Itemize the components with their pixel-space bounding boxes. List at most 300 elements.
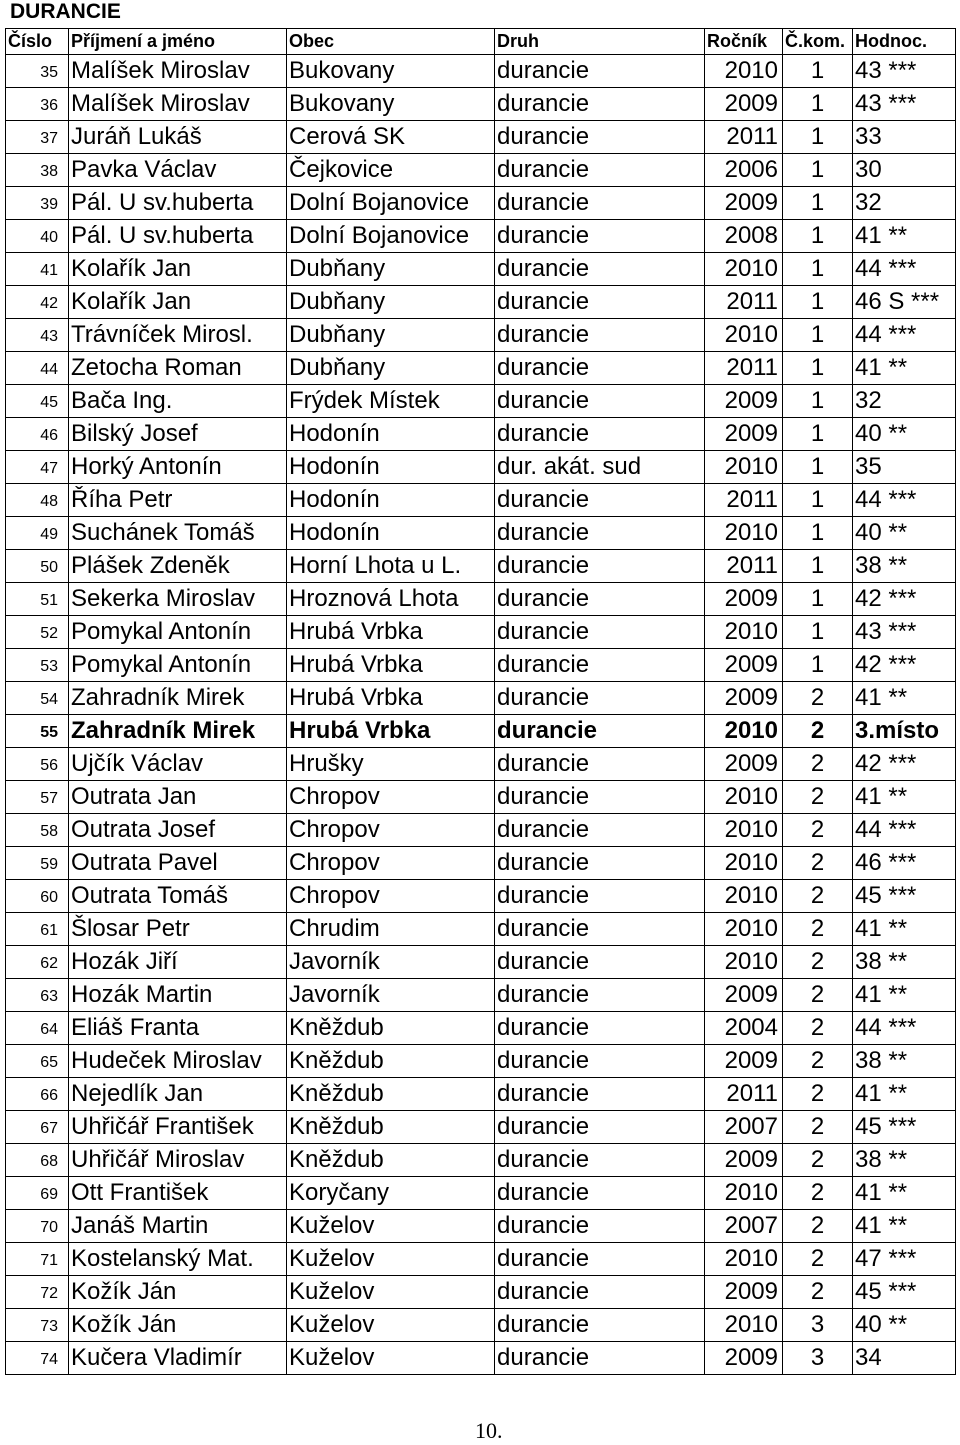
header-cislo: Číslo bbox=[6, 29, 69, 55]
cell-rocnik: 2011 bbox=[705, 352, 783, 385]
cell-cislo: 41 bbox=[6, 253, 69, 286]
cell-cislo: 35 bbox=[6, 55, 69, 88]
cell-rocnik: 2010 bbox=[705, 946, 783, 979]
cell-cislo: 59 bbox=[6, 847, 69, 880]
cell-druh: durancie bbox=[495, 187, 705, 220]
table-row bbox=[6, 814, 956, 847]
cell-druh: durancie bbox=[495, 154, 705, 187]
cell-obec: Hrubá Vrbka bbox=[287, 616, 495, 649]
cell-cislo: 49 bbox=[6, 517, 69, 550]
cell-jmeno: Zahradník Mirek bbox=[69, 715, 287, 748]
cell-cislo: 47 bbox=[6, 451, 69, 484]
cell-rocnik: 2010 bbox=[705, 451, 783, 484]
table-row bbox=[6, 187, 956, 220]
cell-kom: 2 bbox=[783, 1243, 853, 1276]
cell-hodnoc: 41 ** bbox=[853, 913, 956, 946]
cell-jmeno: Zahradník Mirek bbox=[69, 682, 287, 715]
cell-cislo: 63 bbox=[6, 979, 69, 1012]
cell-cislo: 62 bbox=[6, 946, 69, 979]
table-header-row bbox=[6, 29, 956, 55]
cell-kom: 2 bbox=[783, 1111, 853, 1144]
cell-hodnoc: 41 ** bbox=[853, 220, 956, 253]
cell-cislo: 55 bbox=[6, 715, 69, 748]
table-row bbox=[6, 979, 956, 1012]
cell-cislo: 72 bbox=[6, 1276, 69, 1309]
cell-druh: durancie bbox=[495, 418, 705, 451]
cell-hodnoc: 45 *** bbox=[853, 1111, 956, 1144]
cell-obec: Hrubá Vrbka bbox=[287, 682, 495, 715]
cell-cislo: 43 bbox=[6, 319, 69, 352]
header-jmeno: Příjmení a jméno bbox=[69, 29, 287, 55]
cell-cislo: 48 bbox=[6, 484, 69, 517]
cell-hodnoc: 41 ** bbox=[853, 682, 956, 715]
cell-rocnik: 2011 bbox=[705, 1078, 783, 1111]
cell-druh: durancie bbox=[495, 748, 705, 781]
cell-hodnoc: 44 *** bbox=[853, 484, 956, 517]
cell-hodnoc: 34 bbox=[853, 1342, 956, 1375]
cell-obec: Dolní Bojanovice bbox=[287, 187, 495, 220]
cell-obec: Kuželov bbox=[287, 1276, 495, 1309]
cell-obec: Dubňany bbox=[287, 352, 495, 385]
cell-druh: durancie bbox=[495, 253, 705, 286]
cell-hodnoc: 42 *** bbox=[853, 649, 956, 682]
cell-jmeno: Šlosar Petr bbox=[69, 913, 287, 946]
cell-cislo: 73 bbox=[6, 1309, 69, 1342]
cell-rocnik: 2010 bbox=[705, 1177, 783, 1210]
cell-hodnoc: 40 ** bbox=[853, 1309, 956, 1342]
cell-kom: 1 bbox=[783, 418, 853, 451]
cell-obec: Chropov bbox=[287, 781, 495, 814]
cell-kom: 1 bbox=[783, 352, 853, 385]
table-row bbox=[6, 385, 956, 418]
cell-druh: durancie bbox=[495, 781, 705, 814]
cell-cislo: 42 bbox=[6, 286, 69, 319]
cell-cislo: 38 bbox=[6, 154, 69, 187]
cell-druh: durancie bbox=[495, 286, 705, 319]
cell-cislo: 54 bbox=[6, 682, 69, 715]
cell-hodnoc: 41 ** bbox=[853, 352, 956, 385]
cell-rocnik: 2009 bbox=[705, 1144, 783, 1177]
cell-kom: 2 bbox=[783, 847, 853, 880]
cell-obec: Kněždub bbox=[287, 1144, 495, 1177]
cell-cislo: 37 bbox=[6, 121, 69, 154]
cell-cislo: 70 bbox=[6, 1210, 69, 1243]
cell-cislo: 60 bbox=[6, 880, 69, 913]
cell-rocnik: 2010 bbox=[705, 913, 783, 946]
cell-druh: durancie bbox=[495, 1012, 705, 1045]
cell-hodnoc: 42 *** bbox=[853, 583, 956, 616]
cell-obec: Hodonín bbox=[287, 517, 495, 550]
cell-kom: 2 bbox=[783, 1276, 853, 1309]
cell-kom: 1 bbox=[783, 550, 853, 583]
cell-obec: Chrudim bbox=[287, 913, 495, 946]
table-row bbox=[6, 1309, 956, 1342]
cell-obec: Kněždub bbox=[287, 1045, 495, 1078]
cell-jmeno: Hozák Jiří bbox=[69, 946, 287, 979]
cell-druh: durancie bbox=[495, 1045, 705, 1078]
cell-druh: durancie bbox=[495, 55, 705, 88]
cell-obec: Chropov bbox=[287, 880, 495, 913]
cell-kom: 3 bbox=[783, 1309, 853, 1342]
cell-druh: durancie bbox=[495, 880, 705, 913]
header-druh: Druh bbox=[495, 29, 705, 55]
cell-jmeno: Ujčík Václav bbox=[69, 748, 287, 781]
cell-druh: durancie bbox=[495, 484, 705, 517]
cell-hodnoc: 42 *** bbox=[853, 748, 956, 781]
cell-kom: 2 bbox=[783, 1144, 853, 1177]
table-row bbox=[6, 550, 956, 583]
cell-jmeno: Kučera Vladimír bbox=[69, 1342, 287, 1375]
cell-cislo: 66 bbox=[6, 1078, 69, 1111]
cell-druh: durancie bbox=[495, 682, 705, 715]
cell-kom: 2 bbox=[783, 814, 853, 847]
cell-rocnik: 2010 bbox=[705, 847, 783, 880]
cell-hodnoc: 44 *** bbox=[853, 1012, 956, 1045]
cell-jmeno: Kostelanský Mat. bbox=[69, 1243, 287, 1276]
header-hodnoc: Hodnoc. bbox=[853, 29, 956, 55]
cell-jmeno: Outrata Pavel bbox=[69, 847, 287, 880]
cell-rocnik: 2010 bbox=[705, 616, 783, 649]
cell-rocnik: 2009 bbox=[705, 682, 783, 715]
cell-rocnik: 2009 bbox=[705, 88, 783, 121]
cell-jmeno: Pál. U sv.huberta bbox=[69, 220, 287, 253]
cell-druh: durancie bbox=[495, 913, 705, 946]
cell-jmeno: Pál. U sv.huberta bbox=[69, 187, 287, 220]
cell-druh: durancie bbox=[495, 1078, 705, 1111]
cell-rocnik: 2009 bbox=[705, 1342, 783, 1375]
cell-jmeno: Malíšek Miroslav bbox=[69, 55, 287, 88]
table-row bbox=[6, 1012, 956, 1045]
cell-jmeno: Horký Antonín bbox=[69, 451, 287, 484]
page-title: DURANCIE bbox=[10, 0, 121, 23]
cell-hodnoc: 41 ** bbox=[853, 979, 956, 1012]
cell-kom: 2 bbox=[783, 781, 853, 814]
cell-hodnoc: 44 *** bbox=[853, 253, 956, 286]
cell-jmeno: Bilský Josef bbox=[69, 418, 287, 451]
cell-jmeno: Nejedlík Jan bbox=[69, 1078, 287, 1111]
cell-kom: 1 bbox=[783, 88, 853, 121]
cell-jmeno: Pomykal Antonín bbox=[69, 616, 287, 649]
table-row bbox=[6, 616, 956, 649]
cell-kom: 2 bbox=[783, 715, 853, 748]
cell-druh: durancie bbox=[495, 220, 705, 253]
cell-obec: Javorník bbox=[287, 979, 495, 1012]
cell-rocnik: 2011 bbox=[705, 121, 783, 154]
cell-hodnoc: 46 S *** bbox=[853, 286, 956, 319]
page-number: 10. bbox=[475, 1418, 503, 1443]
cell-rocnik: 2010 bbox=[705, 715, 783, 748]
table-row bbox=[6, 1177, 956, 1210]
cell-hodnoc: 38 ** bbox=[853, 550, 956, 583]
cell-jmeno: Trávníček Mirosl. bbox=[69, 319, 287, 352]
cell-cislo: 61 bbox=[6, 913, 69, 946]
cell-kom: 2 bbox=[783, 1012, 853, 1045]
cell-obec: Dolní Bojanovice bbox=[287, 220, 495, 253]
cell-rocnik: 2010 bbox=[705, 880, 783, 913]
cell-rocnik: 2010 bbox=[705, 1243, 783, 1276]
cell-hodnoc: 44 *** bbox=[853, 319, 956, 352]
cell-jmeno: Eliáš Franta bbox=[69, 1012, 287, 1045]
cell-kom: 1 bbox=[783, 616, 853, 649]
cell-hodnoc: 41 ** bbox=[853, 1078, 956, 1111]
cell-obec: Kuželov bbox=[287, 1342, 495, 1375]
table-row bbox=[6, 418, 956, 451]
cell-druh: durancie bbox=[495, 121, 705, 154]
cell-obec: Hrušky bbox=[287, 748, 495, 781]
cell-rocnik: 2011 bbox=[705, 484, 783, 517]
cell-hodnoc: 32 bbox=[853, 385, 956, 418]
cell-cislo: 71 bbox=[6, 1243, 69, 1276]
cell-druh: durancie bbox=[495, 715, 705, 748]
cell-hodnoc: 46 *** bbox=[853, 847, 956, 880]
cell-rocnik: 2004 bbox=[705, 1012, 783, 1045]
table-row bbox=[6, 913, 956, 946]
table-row bbox=[6, 253, 956, 286]
cell-cislo: 36 bbox=[6, 88, 69, 121]
table-row bbox=[6, 781, 956, 814]
cell-jmeno: Říha Petr bbox=[69, 484, 287, 517]
cell-jmeno: Zetocha Roman bbox=[69, 352, 287, 385]
cell-hodnoc: 41 ** bbox=[853, 1177, 956, 1210]
cell-kom: 1 bbox=[783, 253, 853, 286]
table-row bbox=[6, 1276, 956, 1309]
cell-jmeno: Kožík Ján bbox=[69, 1276, 287, 1309]
cell-kom: 2 bbox=[783, 682, 853, 715]
cell-obec: Hrubá Vrbka bbox=[287, 715, 495, 748]
table-row bbox=[6, 946, 956, 979]
cell-kom: 2 bbox=[783, 1210, 853, 1243]
cell-jmeno: Malíšek Miroslav bbox=[69, 88, 287, 121]
cell-rocnik: 2010 bbox=[705, 55, 783, 88]
table-row bbox=[6, 88, 956, 121]
cell-kom: 1 bbox=[783, 220, 853, 253]
cell-jmeno: Pomykal Antonín bbox=[69, 649, 287, 682]
cell-kom: 2 bbox=[783, 748, 853, 781]
cell-hodnoc: 3.místo bbox=[853, 715, 956, 748]
cell-jmeno: Outrata Jan bbox=[69, 781, 287, 814]
cell-rocnik: 2010 bbox=[705, 1309, 783, 1342]
table-row bbox=[6, 1144, 956, 1177]
cell-jmeno: Plášek Zdeněk bbox=[69, 550, 287, 583]
cell-jmeno: Uhřičář Miroslav bbox=[69, 1144, 287, 1177]
cell-hodnoc: 40 ** bbox=[853, 517, 956, 550]
cell-hodnoc: 38 ** bbox=[853, 1045, 956, 1078]
cell-obec: Frýdek Místek bbox=[287, 385, 495, 418]
cell-hodnoc: 30 bbox=[853, 154, 956, 187]
header-obec: Obec bbox=[287, 29, 495, 55]
cell-obec: Kuželov bbox=[287, 1243, 495, 1276]
table-row bbox=[6, 484, 956, 517]
cell-druh: durancie bbox=[495, 1309, 705, 1342]
cell-rocnik: 2009 bbox=[705, 418, 783, 451]
table-row bbox=[6, 517, 956, 550]
table-row bbox=[6, 682, 956, 715]
cell-kom: 1 bbox=[783, 154, 853, 187]
cell-hodnoc: 41 ** bbox=[853, 781, 956, 814]
cell-hodnoc: 35 bbox=[853, 451, 956, 484]
table-row bbox=[6, 121, 956, 154]
table-row bbox=[6, 352, 956, 385]
table-row bbox=[6, 451, 956, 484]
cell-cislo: 56 bbox=[6, 748, 69, 781]
cell-cislo: 64 bbox=[6, 1012, 69, 1045]
cell-hodnoc: 43 *** bbox=[853, 55, 956, 88]
cell-obec: Kuželov bbox=[287, 1210, 495, 1243]
cell-kom: 1 bbox=[783, 286, 853, 319]
cell-druh: durancie bbox=[495, 1210, 705, 1243]
cell-jmeno: Outrata Tomáš bbox=[69, 880, 287, 913]
cell-rocnik: 2010 bbox=[705, 814, 783, 847]
cell-obec: Cerová SK bbox=[287, 121, 495, 154]
cell-druh: durancie bbox=[495, 649, 705, 682]
cell-cislo: 44 bbox=[6, 352, 69, 385]
cell-hodnoc: 47 *** bbox=[853, 1243, 956, 1276]
cell-rocnik: 2009 bbox=[705, 187, 783, 220]
cell-rocnik: 2009 bbox=[705, 1276, 783, 1309]
cell-druh: durancie bbox=[495, 517, 705, 550]
cell-obec: Hodonín bbox=[287, 418, 495, 451]
cell-obec: Hrubá Vrbka bbox=[287, 649, 495, 682]
results-table-body bbox=[6, 29, 956, 1375]
cell-kom: 2 bbox=[783, 979, 853, 1012]
table-row bbox=[6, 319, 956, 352]
cell-obec: Kněždub bbox=[287, 1078, 495, 1111]
cell-rocnik: 2011 bbox=[705, 550, 783, 583]
cell-obec: Dubňany bbox=[287, 253, 495, 286]
cell-obec: Javorník bbox=[287, 946, 495, 979]
header-rocnik: Ročník bbox=[705, 29, 783, 55]
cell-druh: durancie bbox=[495, 352, 705, 385]
table-row bbox=[6, 154, 956, 187]
cell-hodnoc: 41 ** bbox=[853, 1210, 956, 1243]
table-row bbox=[6, 1045, 956, 1078]
cell-rocnik: 2009 bbox=[705, 385, 783, 418]
cell-jmeno: Uhřičář František bbox=[69, 1111, 287, 1144]
cell-obec: Bukovany bbox=[287, 88, 495, 121]
cell-hodnoc: 45 *** bbox=[853, 1276, 956, 1309]
cell-jmeno: Sekerka Miroslav bbox=[69, 583, 287, 616]
cell-obec: Bukovany bbox=[287, 55, 495, 88]
cell-cislo: 50 bbox=[6, 550, 69, 583]
cell-jmeno: Juráň Lukáš bbox=[69, 121, 287, 154]
cell-rocnik: 2009 bbox=[705, 583, 783, 616]
cell-jmeno: Suchánek Tomáš bbox=[69, 517, 287, 550]
cell-kom: 2 bbox=[783, 1177, 853, 1210]
cell-kom: 1 bbox=[783, 55, 853, 88]
cell-cislo: 53 bbox=[6, 649, 69, 682]
cell-cislo: 52 bbox=[6, 616, 69, 649]
table-row bbox=[6, 220, 956, 253]
cell-druh: durancie bbox=[495, 1144, 705, 1177]
table-row bbox=[6, 715, 956, 748]
table-row bbox=[6, 880, 956, 913]
cell-rocnik: 2009 bbox=[705, 649, 783, 682]
cell-obec: Chropov bbox=[287, 814, 495, 847]
cell-rocnik: 2011 bbox=[705, 286, 783, 319]
cell-jmeno: Hudeček Miroslav bbox=[69, 1045, 287, 1078]
cell-druh: durancie bbox=[495, 88, 705, 121]
cell-obec: Dubňany bbox=[287, 319, 495, 352]
cell-druh: dur. akát. sud bbox=[495, 451, 705, 484]
cell-cislo: 69 bbox=[6, 1177, 69, 1210]
cell-druh: durancie bbox=[495, 979, 705, 1012]
table-row bbox=[6, 1210, 956, 1243]
cell-obec: Horní Lhota u L. bbox=[287, 550, 495, 583]
cell-obec: Kuželov bbox=[287, 1309, 495, 1342]
cell-cislo: 51 bbox=[6, 583, 69, 616]
cell-rocnik: 2010 bbox=[705, 253, 783, 286]
results-table bbox=[5, 28, 956, 1375]
cell-hodnoc: 32 bbox=[853, 187, 956, 220]
cell-obec: Dubňany bbox=[287, 286, 495, 319]
cell-hodnoc: 45 *** bbox=[853, 880, 956, 913]
cell-kom: 2 bbox=[783, 913, 853, 946]
cell-jmeno: Kožík Ján bbox=[69, 1309, 287, 1342]
cell-kom: 1 bbox=[783, 451, 853, 484]
cell-hodnoc: 38 ** bbox=[853, 946, 956, 979]
cell-kom: 2 bbox=[783, 1045, 853, 1078]
cell-druh: durancie bbox=[495, 550, 705, 583]
cell-rocnik: 2007 bbox=[705, 1111, 783, 1144]
table-row bbox=[6, 748, 956, 781]
cell-kom: 3 bbox=[783, 1342, 853, 1375]
cell-obec: Kněždub bbox=[287, 1012, 495, 1045]
cell-kom: 1 bbox=[783, 385, 853, 418]
cell-rocnik: 2010 bbox=[705, 319, 783, 352]
cell-kom: 1 bbox=[783, 517, 853, 550]
cell-druh: durancie bbox=[495, 319, 705, 352]
cell-jmeno: Kolařík Jan bbox=[69, 286, 287, 319]
cell-jmeno: Outrata Josef bbox=[69, 814, 287, 847]
cell-druh: durancie bbox=[495, 1111, 705, 1144]
cell-hodnoc: 43 *** bbox=[853, 616, 956, 649]
cell-jmeno: Pavka Václav bbox=[69, 154, 287, 187]
cell-kom: 2 bbox=[783, 1078, 853, 1111]
cell-jmeno: Kolařík Jan bbox=[69, 253, 287, 286]
cell-druh: durancie bbox=[495, 1243, 705, 1276]
cell-jmeno: Ott František bbox=[69, 1177, 287, 1210]
cell-druh: durancie bbox=[495, 814, 705, 847]
cell-kom: 2 bbox=[783, 946, 853, 979]
cell-jmeno: Janáš Martin bbox=[69, 1210, 287, 1243]
cell-hodnoc: 43 *** bbox=[853, 88, 956, 121]
cell-cislo: 65 bbox=[6, 1045, 69, 1078]
cell-jmeno: Bača Ing. bbox=[69, 385, 287, 418]
cell-kom: 1 bbox=[783, 583, 853, 616]
cell-kom: 2 bbox=[783, 880, 853, 913]
cell-druh: durancie bbox=[495, 1177, 705, 1210]
cell-rocnik: 2008 bbox=[705, 220, 783, 253]
cell-obec: Hodonín bbox=[287, 451, 495, 484]
cell-kom: 1 bbox=[783, 484, 853, 517]
cell-rocnik: 2010 bbox=[705, 781, 783, 814]
cell-hodnoc: 44 *** bbox=[853, 814, 956, 847]
table-row bbox=[6, 583, 956, 616]
cell-kom: 1 bbox=[783, 319, 853, 352]
cell-cislo: 74 bbox=[6, 1342, 69, 1375]
table-row bbox=[6, 286, 956, 319]
cell-cislo: 68 bbox=[6, 1144, 69, 1177]
cell-cislo: 58 bbox=[6, 814, 69, 847]
cell-obec: Chropov bbox=[287, 847, 495, 880]
cell-druh: durancie bbox=[495, 946, 705, 979]
table-row bbox=[6, 1342, 956, 1375]
cell-druh: durancie bbox=[495, 385, 705, 418]
cell-rocnik: 2007 bbox=[705, 1210, 783, 1243]
cell-druh: durancie bbox=[495, 1342, 705, 1375]
cell-rocnik: 2006 bbox=[705, 154, 783, 187]
table-row bbox=[6, 847, 956, 880]
